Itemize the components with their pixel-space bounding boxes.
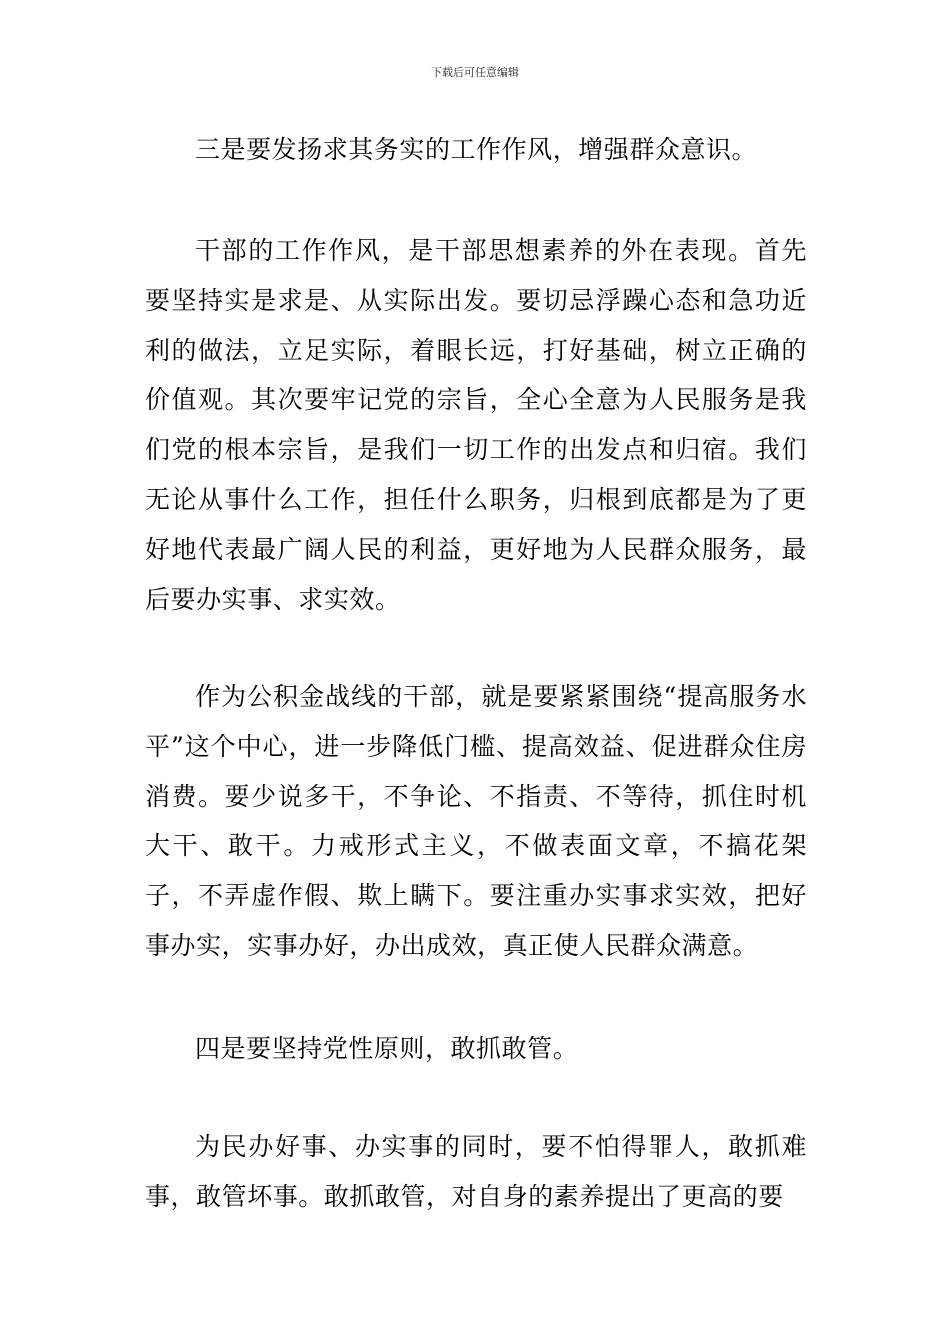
paragraph-work-style: 干部的工作作风，是干部思想素养的外在表现。首先要坚持实是求是、从实际出发。要切忌浮躁心态和急功近利的做法，立足实际，着眼长远，打好基础，树立正确的价值观。其次要牢记党的宗旨，全心全意为人民服务是我们党的根本宗旨，是我们一切工作的出发点和归宿。我们无论从事什么工作，担任什么职务，归根到底都是为了更好地代表最广阔人民的利益，更好地为人民群众服务，最后要办实事、求实效。 [145,236,807,614]
paragraph-provident-fund: 作为公积金战线的干部，就是要紧紧围绕“提高服务水平”这个中心，进一步降低门槛、提高效益、促进群众住房消费。要少说多干，不争论、不指责、不等待，抓住时机大干、敢干。力戒形式主义，不做表面文章，不搞花架子，不弄虚作假、欺上瞒下。要注重办实事求实效，把好事办实，实事办好，办出成效，真正使人民群众满意。 [145,682,807,960]
header-note: 下载后可任意编辑 [431,66,519,79]
section-heading-three: 三是要发扬求其务实的工作作风，增强群众意识。 [195,135,758,164]
paragraph-dare-to-manage: 为民办好事、办实事的同时，要不怕得罪人，敢抓难事，敢管坏事。敢抓敢管，对自身的素养提出了更高的要 [145,1132,807,1211]
section-heading-four: 四是要坚持党性原则，敢抓敢管。 [195,1034,579,1063]
